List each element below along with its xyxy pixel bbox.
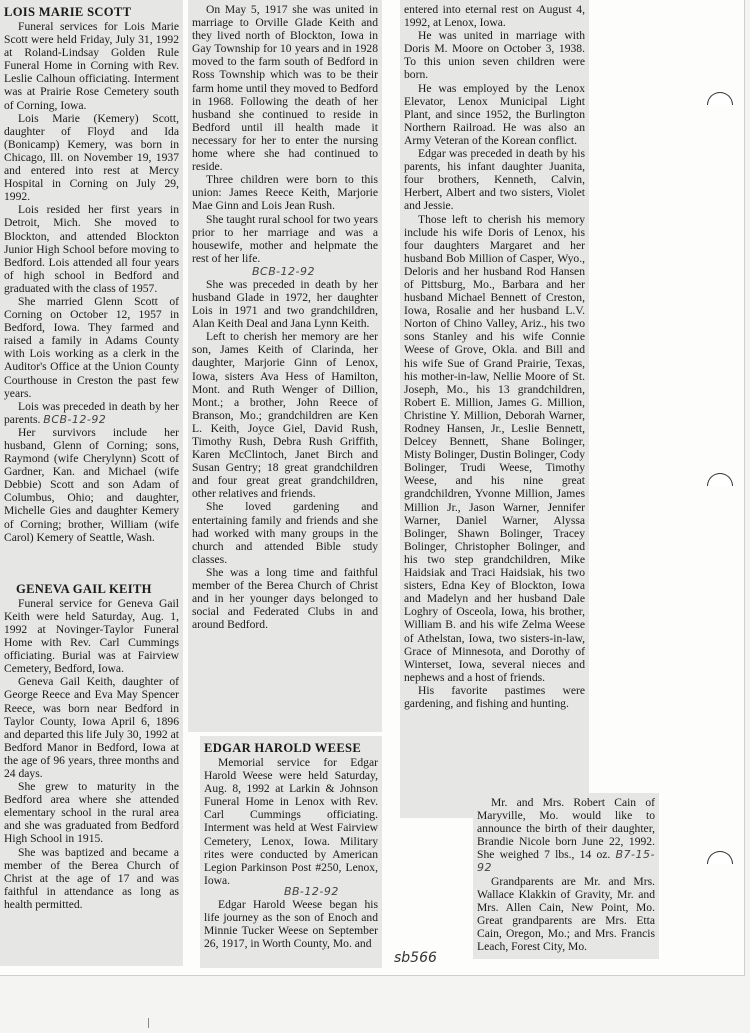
paragraph: Left to cherish her memory are her son, James Keith of Clarinda, her daughter, Marjorie Ginn of Lenox, Iowa, sisters Ava Hess of Hamilton, Mont. and Ruth Wenger of Dillion, Mont.; a brother, John Reece of Branson, Mo.; grandchildren are Ken L. Keith, Joyce Giel, David Rush, Timothy Rush, Debra Rush Griffith, Karen McClintoch, Janet Birch and Susan Gentry; 18 great grandchildren and four great great grandchildren, other relatives and friends. [192,330,378,501]
paragraph: She was baptized and became a member of the Berea Church of Christ at the age of 17 and was faithful in attendance as long as health permitted. [4,845,179,911]
clipping-edgar-weese [200,736,382,968]
obituary-title-lois-scott: LOIS MARIE SCOTT [4,5,132,19]
paragraph: She married Glenn Scott of Corning on October 12, 1957 in Bedford, Iowa. They farmed and raised a family in Adams County with Lois working as a clerk in the Auditor's Office at the Union County Courthouse in Creston the past few years. [4,294,179,400]
paragraph: He was united in marriage with Doris M. Moore on October 3, 1938. To this union seven children were born. [404,29,585,82]
scan-mark [148,1018,149,1028]
obituary-title-edgar-weese: EDGAR HAROLD WEESE [204,741,362,755]
paragraph: Grandparents are Mr. and Mrs. Wallace Klakkin of Gravity, Mr. and Mrs. Allen Cain, New Point, Mo. Great grandparents are Mrs. Etta Cain, Oregon, Mo.; and Mrs. Francis Leach, Forest City, Mo. [477,874,655,954]
paragraph: She loved gardening and entertaining family and friends and she had worked with many groups in the church and attended Bible study classes. [192,500,378,566]
clipping-column-1 [0,0,183,966]
paragraph: Edgar was preceded in death by his parents, his infant daughter Juanita, four brothers, Kenneth, Calvin, Herbert, Albert and two sisters, Violet and Jessie. [404,147,585,213]
paragraph: Three children were born to this union: James Reece Keith, Marjorie Mae Ginn and Lois Jean Rush. [192,173,378,213]
paragraph: Lois was preceded in death by her parents. BCB-12-92 [4,399,179,426]
paragraph: She taught rural school for two years prior to her marriage and was a housewife, mother and helpmate the rest of her life. [192,212,378,265]
handwritten-date: BCB-12-92 [43,412,107,426]
paragraph: entered into eternal rest on August 4, 1992, at Lenox, Iowa. [404,3,585,30]
handwritten-date: BCB-12-92 [252,264,316,278]
paragraph: She was preceded in death by her husband Glade in 1972, her daughter Lois in 1971 and two grandchildren, Alan Keith Deal and Jana Lynn Keith. [192,277,378,331]
paragraph: Funeral service for Geneva Gail Keith were held Saturday, Aug. 1, 1992 at Novinger-Taylor Funeral Home with Rev. Carl Cummings officiating. Burial was at Fairview Cemetery, Bedford, Iowa. [4,596,179,676]
clipping-birth-announcement [473,793,659,959]
paragraph: Lois Marie (Kemery) Scott, daughter of Floyd and Ida (Bonicamp) Kemery, was born in Chicago, Ill. on November 19, 1937 and entered into rest at Mercy Hospital in Corning on July 29, 1992. [4,111,179,204]
paragraph: Geneva Gail Keith, daughter of George Reece and Eva May Spencer Reece, was born near Bedford in Taylor County, Iowa April 6, 1896 and departed this life July 30, 1992 at Bedford Manor in Bedford, Iowa at the age of 96 years, three months and 24 days. [4,675,179,780]
handwritten-date: B7-15-92 [477,848,655,875]
paragraph: Edgar Harold Weese began his life journey as the son of Enoch and Minnie Tucker Weese on September 26, 1917, in Worth County, Mo. and [204,897,378,951]
clipping-column-2 [188,0,382,732]
paragraph: She grew to maturity in the Bedford area where she attended elementary school in the rural area and she was graduated from Bedford High School in 1915. [4,780,179,846]
paragraph: Lois resided her first years in Detroit, Mich. She moved to Blockton, and attended Blockton Junior High School before moving to Bedford. Lois attended all four years of high school in Bedford and graduated with the class of 1957. [4,203,179,295]
clipping-column-3 [400,0,589,818]
obituary-title-geneva-keith: GENEVA GAIL KEITH [16,581,152,596]
paragraph: Her survivors include her husband, Glenn of Corning; sons, Raymond (wife Cherylynn) Scott of Gardner, Kan. and Michael (wife Debbie) Scott and son Adam of Columbus, Ohio; and daughter, Michelle Gies and daughter Kemery of Corning; brother, William (wife Carol) Kemery of Seattle, Wash. [4,425,179,544]
handwritten-date: BB-12-92 [284,884,339,898]
paragraph: His favorite pastimes were gardening, and fishing and hunting. [404,683,585,710]
paragraph: On May 5, 1917 she was united in marriage to Orville Glade Keith and they lived north of Blockton, Iowa in Gay Township for 10 years and in 1928 moved to the farm south of Bedford in Ross Township which was to be their farm home until they moved to Bedford in 1968. Following the death of her husband she continued to reside in Bedford until ill health made it necessary for her to enter the nursing home where she had continued to reside. [192,3,378,174]
paragraph: He was employed by the Lenox Elevator, Lenox Municipal Light Plant, and since 1952, the Burlington Northern Railroad. He was also an Army Veteran of the Korean conflict. [404,81,585,147]
paragraph: Mr. and Mrs. Robert Cain of Maryville, Mo. would like to announce the birth of their daughter, Brandie Nicole born June 22, 1992. She weighed 7 lbs., 14 oz. B7-15-92 [477,796,655,875]
paragraph: Those left to cherish his memory include his wife Doris of Lenox, his four daughters Margaret and her husband Bob Million of Casper, Wyo., Deloris and her husband Rod Hansen of Pittsburg, Mo., Barbara and her husband Michael Bennett of Creston, Iowa, Rosalie and her husband L.V. Norton of Chino Valley, Ariz., his two sons Stanley and his wife Connie Weese of Grove, Okla. and Bill and his wife Sue of Grand Prairie, Texas, his mother-in-law, Nellie Moore of St. Joseph, Mo., his 13 grandchildren, Robert E. Million, James G. Million, Christine Y. Million, Deborah Warner, Rodney Hansen, Jr., Leslie Bennett, Delcey Bennett, Shane Bolinger, Misty Bolinger, Dustin Bolinger, Cody Bolinger, Trudi Weese, Timothy Weese, and his nine great grandchildren, Yvonne Million, James Million Jr., Jason Warner, Jennifer Warner, Daniel Warner, Alyssa Bolinger, Shawn Bolinger, Tracey Bolinger, Christopher Bolinger, and his two step grandchildren, Mike Haidsiak and Traci Haidsiak, his two sisters, Edna Key of Blockton, Iowa and Madelyn and her husband Dale Loghry of Osceola, Iowa, his brother, William B. and his wife Zelma Weese of Athelstan, Iowa, two sisters-in-law, Grace of Minnesota, and Dorothy of Winterset, Iowa, several nieces and nephews and a host of friends. [404,212,585,684]
paragraph: Memorial service for Edgar Harold Weese were held Saturday, Aug. 8, 1992 at Larkin & Johnson Funeral Home in Lenox with Rev. Carl Cummings officiating. Interment was held at West Fairview Cemetery, Lenox, Iowa. Military rites were conducted by American Legion Parkinson Post #250, Lenox, Iowa. [204,756,378,887]
paragraph: Funeral services for Lois Marie Scott were held Friday, July 31, 1992 at Roland-Lindsay Golden Rule Funeral Home in Corning with Rev. Leslie Calhoun officiating. Interment was at Prairie Rose Cemetery south of Corning, Iowa. [4,20,179,112]
paragraph: She was a long time and faithful member of the Berea Church of Christ and in her younger days belonged to social and Federated Clubs in and around Bedford. [192,565,378,632]
handwritten-page-note: sb566 [394,950,437,966]
